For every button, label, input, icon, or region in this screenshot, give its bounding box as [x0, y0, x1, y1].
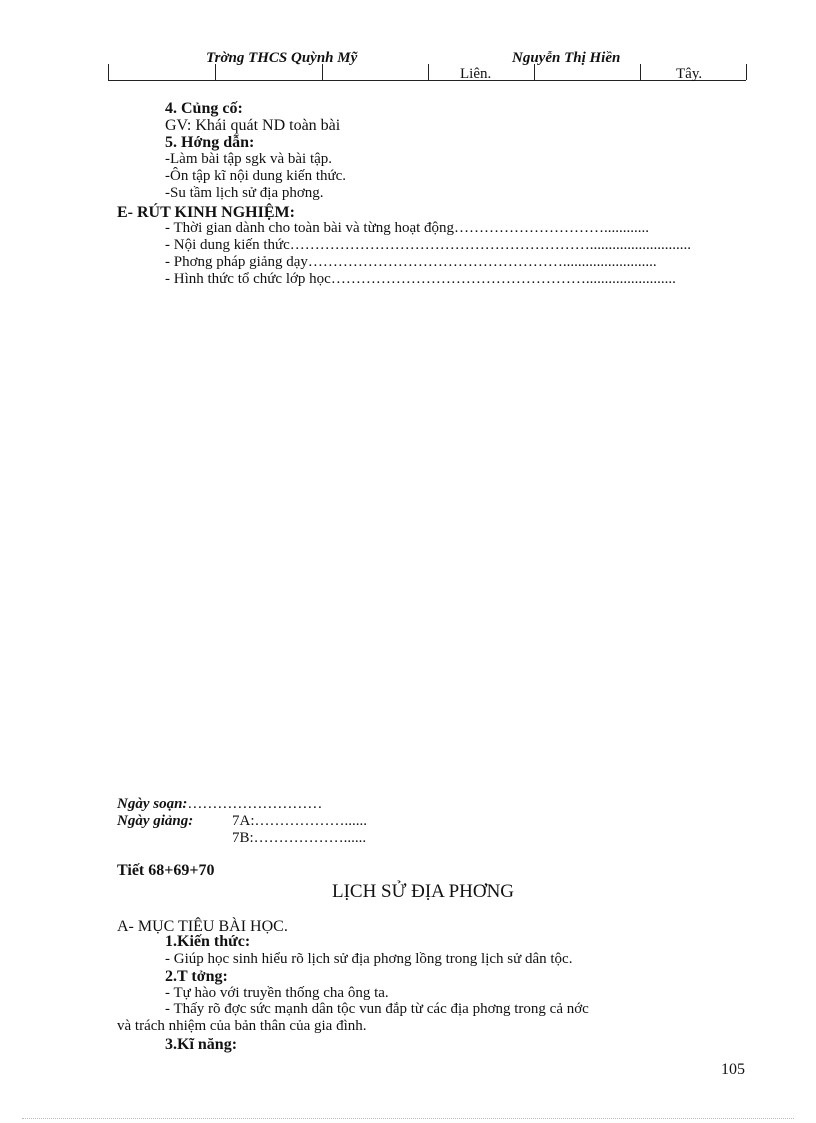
date-soan — [117, 795, 322, 813]
section-5-item: -Làm bài tập sgk và bài tập. — [165, 151, 333, 167]
header-tick — [322, 64, 323, 80]
header-cell-b: Tây. — [676, 66, 703, 82]
section-a-sub2-heading: 2.T tởng: — [165, 968, 228, 985]
section-5-heading: 5. Hớng dẫn: — [165, 134, 255, 151]
header-tick — [640, 64, 641, 80]
date-class-7b: 7B:………………...... — [232, 830, 367, 846]
header-rule — [108, 80, 746, 81]
section-5-item: -Su tầm lịch sử địa phơng. — [165, 185, 324, 201]
section-a-sub2-line: - Tự hào với truyền thống cha ông ta. — [165, 985, 389, 1001]
section-a-sub2-line: - Thấy rõ đợc sức mạnh dân tộc vun đắp từ các địa phơng trong cả nớc — [165, 1001, 589, 1017]
section-a-sub1-line: - Giúp học sinh hiểu rõ lịch sử địa phơng lồng trong lịch sử dân tộc. — [165, 951, 573, 967]
section-e-item: - Nội dung kiến thức……………………………………………………........................... — [165, 237, 692, 253]
section-a-sub1-heading: 1.Kiến thức: — [165, 933, 251, 950]
header-cell-a: Liên. — [460, 66, 492, 82]
header-school: Trờng THCS Quỳnh Mỹ — [206, 50, 358, 66]
section-e-item: - Thời gian dành cho toàn bài và từng hoạt động…………………………............ — [165, 220, 650, 236]
date-soan-value: ……………………… — [187, 796, 323, 812]
section-a-sub3-heading: 3.Kĩ năng: — [165, 1036, 238, 1053]
date-class-7a: 7A:………………...... — [232, 813, 367, 829]
page-bottom-divider — [22, 1118, 794, 1119]
lesson-number: Tiết 68+69+70 — [117, 862, 215, 879]
section-e-item: - Hình thức tổ chức lớp học……………………………………………........................ — [165, 271, 676, 287]
header-tick — [746, 64, 747, 80]
lesson-title: LỊCH SỬ ĐỊA PHƠNG — [331, 881, 515, 902]
header-tick — [215, 64, 216, 80]
date-soan-label: Ngày soạn: — [117, 796, 188, 812]
date-giang-label: Ngày giảng: — [117, 813, 194, 829]
section-4-line: GV: Khái quát ND toàn bài — [165, 117, 341, 134]
page-number: 105 — [721, 1061, 745, 1078]
section-5-item: -Ôn tập kĩ nội dung kiến thức. — [165, 168, 347, 184]
date-giang — [117, 812, 193, 830]
section-a-sub2-line: và trách nhiệm của bản thân của gia đình. — [117, 1018, 367, 1034]
section-e-item: - Phơng pháp giảng dạy……………………………………………......................... — [165, 254, 657, 270]
header-tick — [534, 64, 535, 80]
section-4-heading: 4. Củng cố: — [165, 100, 243, 117]
section-a-heading: A- MỤC TIÊU BÀI HỌC. — [117, 918, 288, 935]
section-e-heading: E- RÚT KINH NGHIỆM: — [117, 204, 295, 221]
header-teacher: Nguyễn Thị Hiền — [512, 50, 621, 66]
header-tick — [108, 64, 109, 80]
header-tick — [428, 64, 429, 80]
